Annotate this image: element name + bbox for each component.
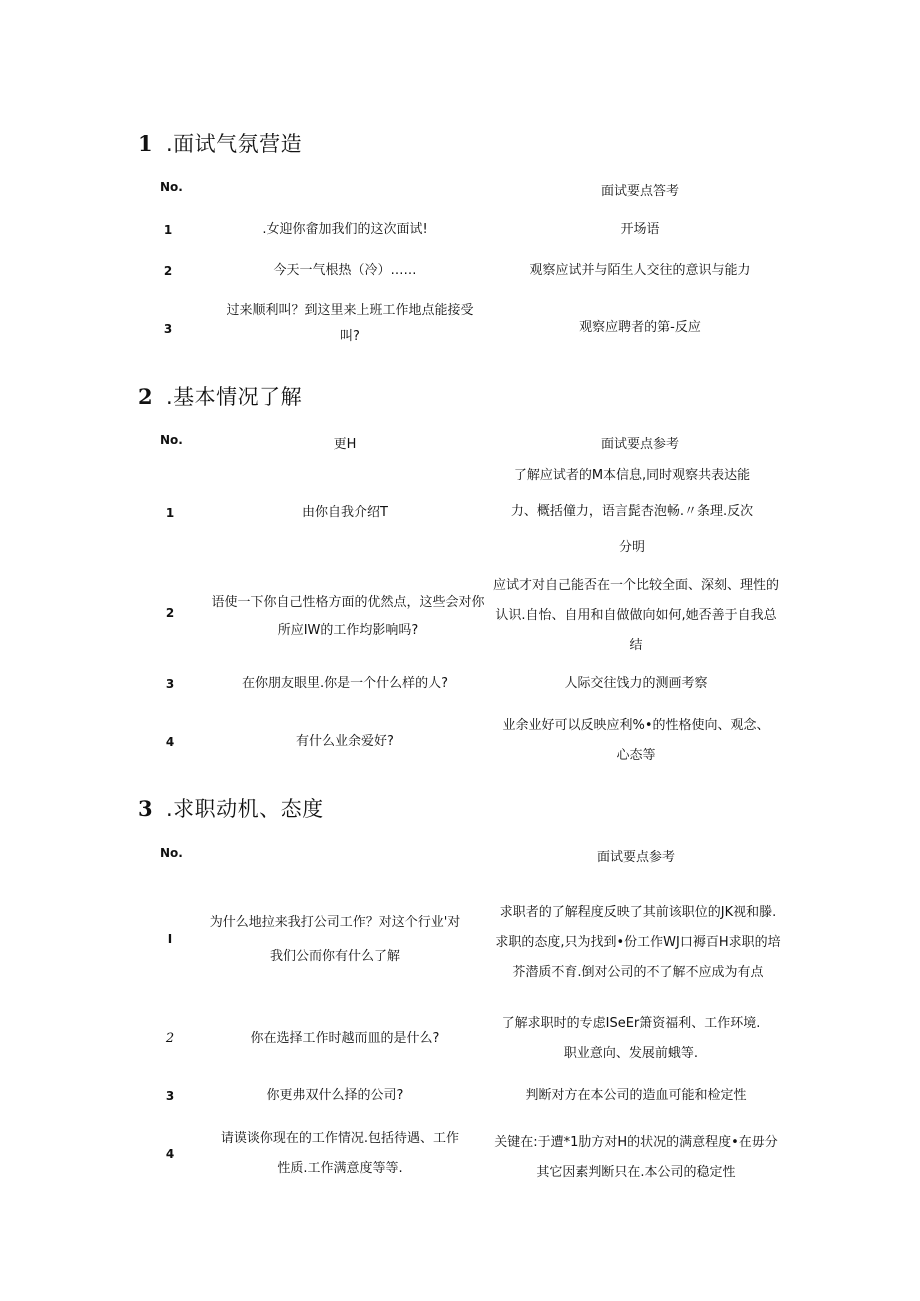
answer-line: 求职的态度,只为找到•份工作WJ口褥百H求职的培	[495, 935, 781, 950]
column-header-reference: 面试要点参考	[596, 850, 675, 865]
answer-text	[482, 458, 782, 566]
answer-text: 人际交往饯力的测画考察	[564, 676, 708, 691]
question-text: 由你自我介绍T	[302, 505, 388, 520]
row-number: 1	[163, 223, 173, 237]
answer-text	[486, 1128, 786, 1188]
column-header-reference: 面试要点参考	[600, 437, 679, 452]
answer-line: 了解应试者的M本信息,同时观察共表达能	[513, 468, 751, 483]
section-number: 2	[138, 384, 154, 409]
question-text: 今天一气根热（冷）……	[273, 263, 417, 278]
row-number: 4	[165, 1147, 175, 1161]
answer-line: 力、概括僮力，语言髭杏泡畅.〃条理.反次	[510, 504, 754, 519]
row-number: 3	[165, 677, 175, 691]
answer-text	[486, 571, 786, 661]
question-text	[190, 1124, 490, 1184]
column-header-question: 更H	[333, 437, 357, 452]
row-number: 2	[163, 264, 173, 278]
answer-line: 了解求职时的专虑ISeEr箫资福利、工作环境.	[501, 1016, 761, 1031]
answer-text	[486, 711, 786, 771]
question-text: 你更弗双什么择的公司?	[266, 1088, 404, 1103]
answer-line: 求职者的了解程度反映了其前该职位的JK视和滕.	[499, 905, 777, 920]
question-line: 所应IW的工作均影响吗?	[277, 623, 419, 638]
section-number: 1	[138, 131, 154, 156]
column-header-no: No.	[160, 433, 183, 447]
section-title: .基本情况了解	[166, 385, 303, 409]
row-number: I	[167, 932, 173, 946]
section-title: .面试气氛营造	[166, 132, 303, 156]
question-text: .女迎你畲加我们的这次面试!	[262, 222, 428, 237]
question-line: 请谟谈你现在的工作情况.包括待遇、工作	[220, 1131, 460, 1146]
answer-line: 其它因素判断只在.本公司的稳定性	[536, 1165, 736, 1180]
answer-text: 观察应聘者的第-反应	[579, 320, 701, 335]
row-number: 2	[165, 1031, 175, 1046]
question-line: 性质.工作满意度等等.	[277, 1161, 403, 1176]
question-line: 我们公而你有什么了解	[269, 949, 400, 964]
column-header-no: No.	[160, 180, 183, 194]
answer-line: 认识.自怡、自用和自做做向如何,她否善于自我总	[495, 608, 777, 623]
answer-text: 开场语	[620, 222, 660, 237]
question-text	[198, 589, 498, 645]
answer-line: 职业意向、发展前蛾等.	[563, 1046, 699, 1061]
question-text: 你在选择工作时越而皿的是什么?	[250, 1031, 440, 1046]
answer-line: 结	[629, 638, 643, 653]
answer-text	[488, 898, 788, 988]
column-header-reference: 面试要点答考	[600, 184, 679, 199]
answer-line: 芥潜质不育.倒对公司的不了解不应成为有点	[512, 965, 764, 980]
section-number: 3	[138, 796, 154, 821]
row-number: 2	[165, 606, 175, 620]
section-heading	[138, 128, 302, 158]
answer-text	[476, 1009, 786, 1069]
section-heading	[138, 793, 324, 823]
answer-text: 观察应试并与陌生人交往的意识与能力	[529, 263, 751, 278]
question-line: 叫?	[340, 329, 360, 344]
answer-text: 判断对方在本公司的造血可能和检定性	[525, 1088, 747, 1103]
answer-line: 应试才对自己能否在一个比较全面、深刻、理性的	[492, 578, 779, 593]
section-title: .求职动机、态度	[166, 797, 324, 821]
column-header-no: No.	[160, 846, 183, 860]
row-number: 3	[165, 1089, 175, 1103]
row-number: 1	[165, 506, 175, 520]
question-text	[190, 906, 480, 974]
question-text: 在你朋友眼里.你是一个什么样的人?	[241, 676, 449, 691]
row-number: 4	[165, 735, 175, 749]
answer-line: 心态等	[616, 748, 656, 763]
question-line: 过来顺利叫？到这里来上班工作地点能接受	[226, 303, 474, 318]
answer-line: 分明	[618, 540, 645, 555]
row-number: 3	[163, 322, 173, 336]
section-heading	[138, 381, 302, 411]
question-line: 语使一下你自己性格方面的优然点，这些会对你	[211, 595, 485, 610]
question-text: 有什么业余爱好?	[296, 734, 394, 749]
question-text	[200, 298, 500, 350]
answer-line: 关键在:于遭*1肋方对H的状况的满意程度•在毋分	[494, 1135, 778, 1150]
question-line: 为什么地拉来我打公司工作？对这个行业'对	[209, 915, 461, 930]
answer-line: 业余业好可以反映应利%•的性格使向、观念、	[502, 718, 770, 733]
